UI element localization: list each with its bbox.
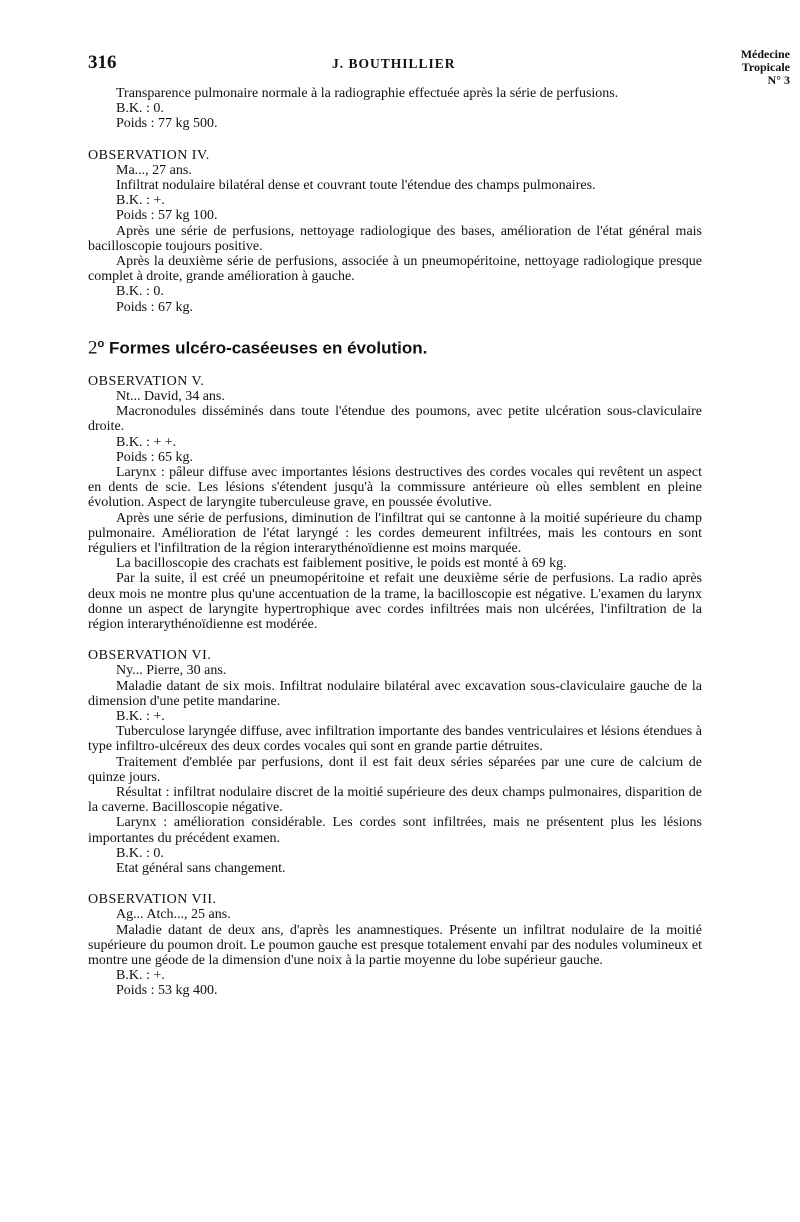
observation-6-title: OBSERVATION VI. <box>88 648 212 664</box>
section-heading <box>88 337 702 359</box>
intro-bk: B.K. : 0. <box>116 101 164 117</box>
running-head-author: J. BOUTHILLIER <box>332 56 456 71</box>
observation-6-bk-2: B.K. : 0. <box>116 845 164 861</box>
observation-6-paragraph-5: Larynx : amélioration considérable. Les cordes sont infiltrées, mais ne présentent plus les lésions importantes du précédent examen. <box>88 815 702 846</box>
observation-5-bk: B.K. : + +. <box>116 434 177 450</box>
section-title: Formes ulcéro-caséeuses en évolution. <box>108 338 428 358</box>
intro-paragraph: Transparence pulmonaire normale à la radiographie effectuée après la série de perfusions. <box>116 86 619 101</box>
observation-4-title: OBSERVATION IV. <box>88 147 210 163</box>
page-number: 316 <box>88 52 117 73</box>
observation-7-paragraph-1: Maladie datant de deux ans, d'après les anamnestiques. Présente un infiltrat nodulaire de la moitié supérieure du poumon droit. Le poumon gauche est presque totalement envahi par des nodules volumineux et montre une géode de la dimension d'une noix à la partie moyenne du lobe supérieur gauche. <box>88 922 702 969</box>
journal-line-1: Médecine <box>740 47 790 61</box>
observation-7-patient: Ag... Atch..., 25 ans. <box>116 907 231 923</box>
journal-label <box>741 48 790 87</box>
section-number: 2 <box>88 337 98 359</box>
observation-6-paragraph-3: Traitement d'emblée par perfusions, dont il est fait deux séries séparées par une cure de calcium de quinze jours. <box>88 754 702 785</box>
observation-5-paragraph-3: Après une série de perfusions, diminution de l'infiltrat qui se cantonne à la moitié supérieure du champ pulmonaire. Amélioration de l'état laryngé : les cordes demeurent infiltrées, mais les contours en sont réguliers et l'infiltration de la région interarythénoïdienne est moins marquée. <box>88 510 702 556</box>
observation-6-paragraph-4: Résultat : infiltrat nodulaire discret de la moitié supérieure des deux champs pulmonaires, disparition de la caverne. Bacilloscopie négative. <box>88 784 702 816</box>
observation-5-paragraph-1: Macronodules disséminés dans toute l'étendue des poumons, avec petite ulcération sous-claviculaire droite. <box>88 404 702 435</box>
observation-5-title: OBSERVATION V. <box>88 373 205 389</box>
observation-6-paragraph-1: Maladie datant de six mois. Infiltrat nodulaire bilatéral avec excavation sous-claviculaire gauche de la dimension d'une petite mandarine. <box>88 678 702 709</box>
observation-4-bk-1: B.K. : +. <box>116 193 165 209</box>
observation-7-title: OBSERVATION VII. <box>88 892 217 908</box>
observation-5-weight: Poids : 65 kg. <box>116 449 194 465</box>
observation-4-weight-2: Poids : 67 kg. <box>116 299 194 315</box>
observation-7-weight: Poids : 53 kg 400. <box>116 983 218 999</box>
intro-weight: Poids : 77 kg 500. <box>116 116 218 132</box>
observation-4-patient: Ma..., 27 ans. <box>116 162 192 178</box>
observation-6-paragraph-6: Etat général sans changement. <box>116 861 286 876</box>
observation-5-paragraph-4: La bacilloscopie des crachats est faiblement positive, le poids est monté à 69 kg. <box>116 556 567 572</box>
observation-4-paragraph-1: Infiltrat nodulaire bilatéral dense et couvrant toute l'étendue des champs pulmonaires. <box>116 178 596 194</box>
observation-4-paragraph-3: Après la deuxième série de perfusions, associée à un pneumopéritoine, nettoyage radiologique presque complet à droite, grande amélioration à gauche. <box>88 254 702 285</box>
observation-4-weight-1: Poids : 57 kg 100. <box>116 208 218 224</box>
observation-5-paragraph-5: Par la suite, il est créé un pneumopéritoine et refait une deuxième série de perfusions. La radio après deux mois ne montre plus qu'une accentuation de la trame, la bacilloscopie est négative. L'examen du larynx donne un aspect de laryngite hypertrophique avec cordes infiltrées mais non ulcérées, l'infiltration de la région interarythénoïdienne est modérée. <box>88 571 702 632</box>
observation-6-paragraph-2: Tuberculose laryngée diffuse, avec infiltration importante des bandes ventriculaires et lésions étendues à type infiltro-ulcéreux des deux cordes vocales qui sont en grande partie détruites. <box>88 724 702 755</box>
observation-5-paragraph-2: Larynx : pâleur diffuse avec importantes lésions destructives des cordes vocales qui revêtent un aspect en dents de scie. Les lésions s'étendent jusqu'à la commissure antérieure où elles semblent en pleine évolution. Aspect de laryngite tuberculeuse grave, en poussée évolutive. <box>88 464 702 511</box>
observation-6-bk-1: B.K. : +. <box>116 708 165 724</box>
page-body <box>88 86 702 999</box>
observation-4-paragraph-2: Après une série de perfusions, nettoyage radiologique des bases, amélioration de l'état général mais bacilloscopie toujours positive. <box>88 223 702 254</box>
observation-7-bk: B.K. : +. <box>116 968 165 984</box>
section-degree: o <box>97 337 105 350</box>
observation-4-bk-2: B.K. : 0. <box>116 284 164 300</box>
observation-5-patient: Nt... David, 34 ans. <box>116 388 225 404</box>
observation-6-patient: Ny... Pierre, 30 ans. <box>116 663 227 679</box>
journal-line-3: N° 3 <box>767 73 790 87</box>
journal-line-2: Tropicale <box>741 60 790 74</box>
